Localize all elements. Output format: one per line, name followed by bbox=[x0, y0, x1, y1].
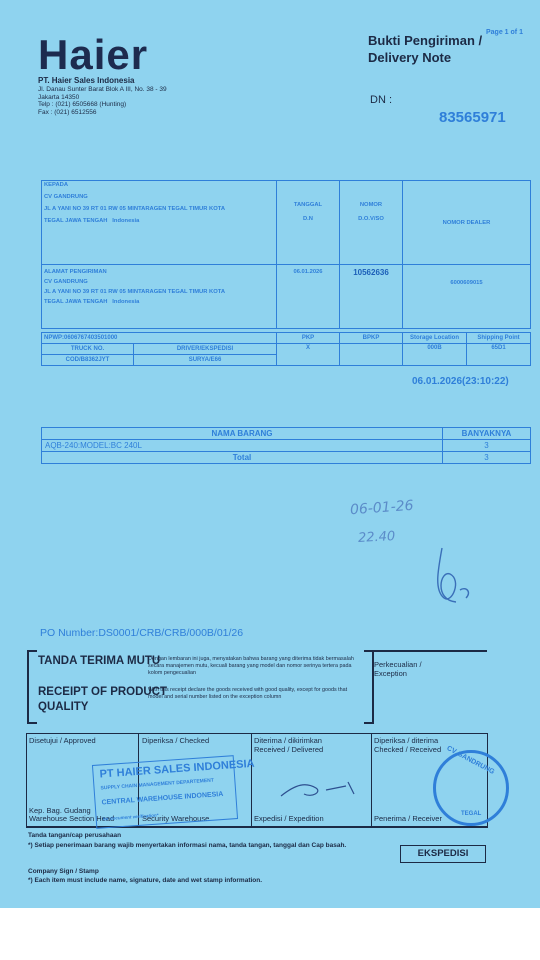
shipping-country: Indonesia bbox=[112, 299, 140, 305]
table-row bbox=[42, 440, 531, 452]
items-table bbox=[41, 427, 531, 464]
exception-label bbox=[374, 660, 422, 678]
nomor-label: NOMOR bbox=[359, 202, 383, 208]
exception-label-2: Exception bbox=[374, 669, 407, 678]
truck-label: TRUCK NO. bbox=[42, 344, 134, 355]
consignee-name: CV GANDRUNG bbox=[44, 194, 88, 200]
expedition-signature bbox=[276, 774, 376, 804]
shipping-address-1: JL A YANI NO 39 RT 01 RW 05 MINTARAGEN TEGAL TIMUR KOTA bbox=[44, 289, 226, 295]
shipping-date-cell bbox=[277, 265, 340, 329]
warehouse-stamp bbox=[92, 755, 255, 829]
print-timestamp: 06.01.2026(23:10:22) bbox=[412, 376, 509, 387]
consignee-address-1: JL A YANI NO 39 RT 01 RW 05 MINTARAGEN TEGAL TIMUR KOTA bbox=[44, 206, 226, 212]
title-line-1: Bukti Pengiriman / bbox=[368, 33, 483, 48]
total-value: 3 bbox=[443, 452, 531, 464]
tanggal-sub: D.N bbox=[303, 216, 313, 222]
address-line: Jakarta 14350 bbox=[38, 93, 80, 101]
total-label: Total bbox=[42, 452, 443, 464]
company-address bbox=[38, 86, 167, 116]
round-stamp-bottom: TEGAL bbox=[461, 811, 482, 817]
dealer-number-cell bbox=[403, 265, 531, 329]
tanggal-header bbox=[277, 181, 340, 265]
footer-line-2: *) Setiap penerimaan barang wajib menyertakan informasi nama, tanda tangan, tanggal dan Cap basah. bbox=[28, 842, 347, 849]
footer-line-1: Tanda tangan/cap perusahaan bbox=[28, 832, 122, 839]
dealer-number: 6000609015 bbox=[450, 280, 483, 286]
dn-number: 83565971 bbox=[439, 109, 506, 126]
warehouse-head-label-2: Warehouse Section Head bbox=[29, 814, 115, 823]
signature-scribble bbox=[420, 540, 480, 610]
exception-line bbox=[372, 650, 487, 652]
storage-header: Storage Location bbox=[403, 333, 467, 344]
sig-divider bbox=[26, 734, 27, 826]
receipt-title-id: TANDA TERIMA MUTU bbox=[38, 655, 161, 667]
dealer-header bbox=[403, 181, 531, 265]
dealer-label: NOMOR DEALER bbox=[442, 220, 491, 226]
approved-label: Disetujui / Approved bbox=[29, 736, 96, 745]
shipping-point-value: 65D1 bbox=[467, 344, 531, 366]
stamp-line-1: PT HAIER SALES INDONESIA bbox=[99, 757, 255, 781]
security-label: Security Warehouse bbox=[142, 814, 210, 823]
po-number: PO Number:DS0001/CRB/CRB/000B/01/26 bbox=[40, 627, 244, 639]
shipping-name: CV GANDRUNG bbox=[44, 279, 88, 285]
received-label-2: Received / Delivered bbox=[254, 745, 324, 754]
ekspedisi-box: EKSPEDISI bbox=[400, 845, 486, 863]
transport-table bbox=[41, 332, 531, 366]
shipping-point-header: Shipping Point bbox=[467, 333, 531, 344]
so-number-cell bbox=[340, 265, 403, 329]
consignee-address-2: TEGAL JAWA TENGAH bbox=[44, 218, 108, 224]
item-qty: 3 bbox=[443, 440, 531, 452]
haier-logo: Haier bbox=[38, 31, 149, 78]
pkp-header: PKP bbox=[277, 333, 340, 344]
address-line: Telp : (021) 6505668 (Hunting) bbox=[38, 101, 127, 109]
handwritten-time: 22.40 bbox=[357, 529, 396, 546]
consignee-cell bbox=[42, 181, 277, 265]
shipping-address-2: TEGAL JAWA TENGAH bbox=[44, 299, 108, 305]
round-stamp-top: CV GANDRUNG bbox=[445, 744, 496, 777]
receipt-bracket-left bbox=[27, 650, 37, 724]
nomor-header bbox=[340, 181, 403, 265]
kepada-label: KEPADA bbox=[44, 182, 69, 188]
receipt-title-en-2: QUALITY bbox=[38, 701, 89, 713]
item-qty-header: BANYAKNYA bbox=[443, 428, 531, 440]
receipt-text-id: Dengan lembaran ini juga, menyatakan bahwa barang yang diterima tidak bermasalah secara manajemen mutu, kecuali barang yang model dan nomor serinya tertera pada kolom pengecualian bbox=[148, 656, 354, 677]
exception-label-1: Perkecualian / bbox=[374, 660, 422, 669]
document-title bbox=[368, 32, 482, 66]
address-line: Jl. Danau Sunter Barat Blok A III, No. 38 - 39 bbox=[38, 86, 167, 93]
handwritten-date: 06-01-26 bbox=[349, 497, 415, 519]
receipt-title-en-1: RECEIPT OF PRODUCT bbox=[38, 686, 168, 698]
storage-value: 000B bbox=[403, 344, 467, 366]
warehouse-head-label-1: Kep. Bag. Gudang bbox=[29, 806, 91, 815]
tanggal-label: TANGGAL bbox=[293, 202, 323, 208]
footer-line-4: *) Each item must include name, signature, date and wet stamp information. bbox=[28, 877, 263, 884]
item-name-header: NAMA BARANG bbox=[42, 428, 443, 440]
receipt-bracket-right bbox=[364, 650, 374, 724]
footer-line-3: Company Sign / Stamp bbox=[28, 868, 99, 875]
page-indicator: Page 1 of 1 bbox=[486, 29, 523, 36]
driver-label: DRIVER/EKSPEDISI bbox=[134, 344, 277, 355]
sig-divider bbox=[251, 734, 252, 826]
checked-received-label bbox=[374, 736, 441, 754]
received-label bbox=[254, 736, 323, 754]
nomor-sub: D.O.V/SO bbox=[358, 216, 384, 222]
pkp-value: X bbox=[277, 344, 340, 366]
checked-label: Diperiksa / Checked bbox=[142, 736, 210, 745]
checked-received-label-2: Checked / Received bbox=[374, 745, 442, 754]
consignee-country: Indonesia bbox=[112, 218, 140, 224]
stamp-line-2: SUPPLY CHAIN MANAGEMENT DEPARTEMENT bbox=[100, 777, 215, 792]
dealer-round-stamp bbox=[433, 744, 509, 826]
stamp-line-3: CENTRAL WAREHOUSE INDONESIA bbox=[101, 790, 224, 807]
driver-value: SURYA/E66 bbox=[134, 355, 277, 366]
receipt-text-en: With this receipt declare the goods received with good quality, except for goods that model and serial number listed on the exception column bbox=[148, 687, 348, 701]
title-line-2: Delivery Note bbox=[368, 50, 452, 65]
checked-received-label-1: Diperiksa / diterima bbox=[374, 736, 439, 745]
dn-label: DN : bbox=[370, 94, 392, 106]
address-line: Fax : (021) 6512556 bbox=[38, 108, 97, 116]
npwp-cell: NPWP:0606767403501000 bbox=[42, 333, 277, 344]
bpkp-value bbox=[340, 344, 403, 366]
received-label-1: Diterima / dikirimkan bbox=[254, 736, 322, 745]
so-number: 10562636 bbox=[353, 268, 389, 277]
shipping-label: ALAMAT PENGIRIMAN bbox=[44, 269, 107, 275]
bpkp-header: BPKP bbox=[340, 333, 403, 344]
company-name: PT. Haier Sales Indonesia bbox=[38, 76, 135, 85]
truck-number: COD/B8362JYT bbox=[42, 355, 134, 366]
item-name: AQB-240:MODEL:BC 240L bbox=[42, 440, 443, 452]
stamp-line-4: for document verification* bbox=[102, 812, 159, 822]
shipping-date: 06.01.2026 bbox=[293, 269, 323, 275]
consignee-table bbox=[41, 180, 531, 329]
expedition-label: Expedisi / Expedition bbox=[254, 814, 324, 823]
receiver-label: Penerima / Receiver bbox=[374, 814, 442, 823]
shipping-cell bbox=[42, 265, 277, 329]
